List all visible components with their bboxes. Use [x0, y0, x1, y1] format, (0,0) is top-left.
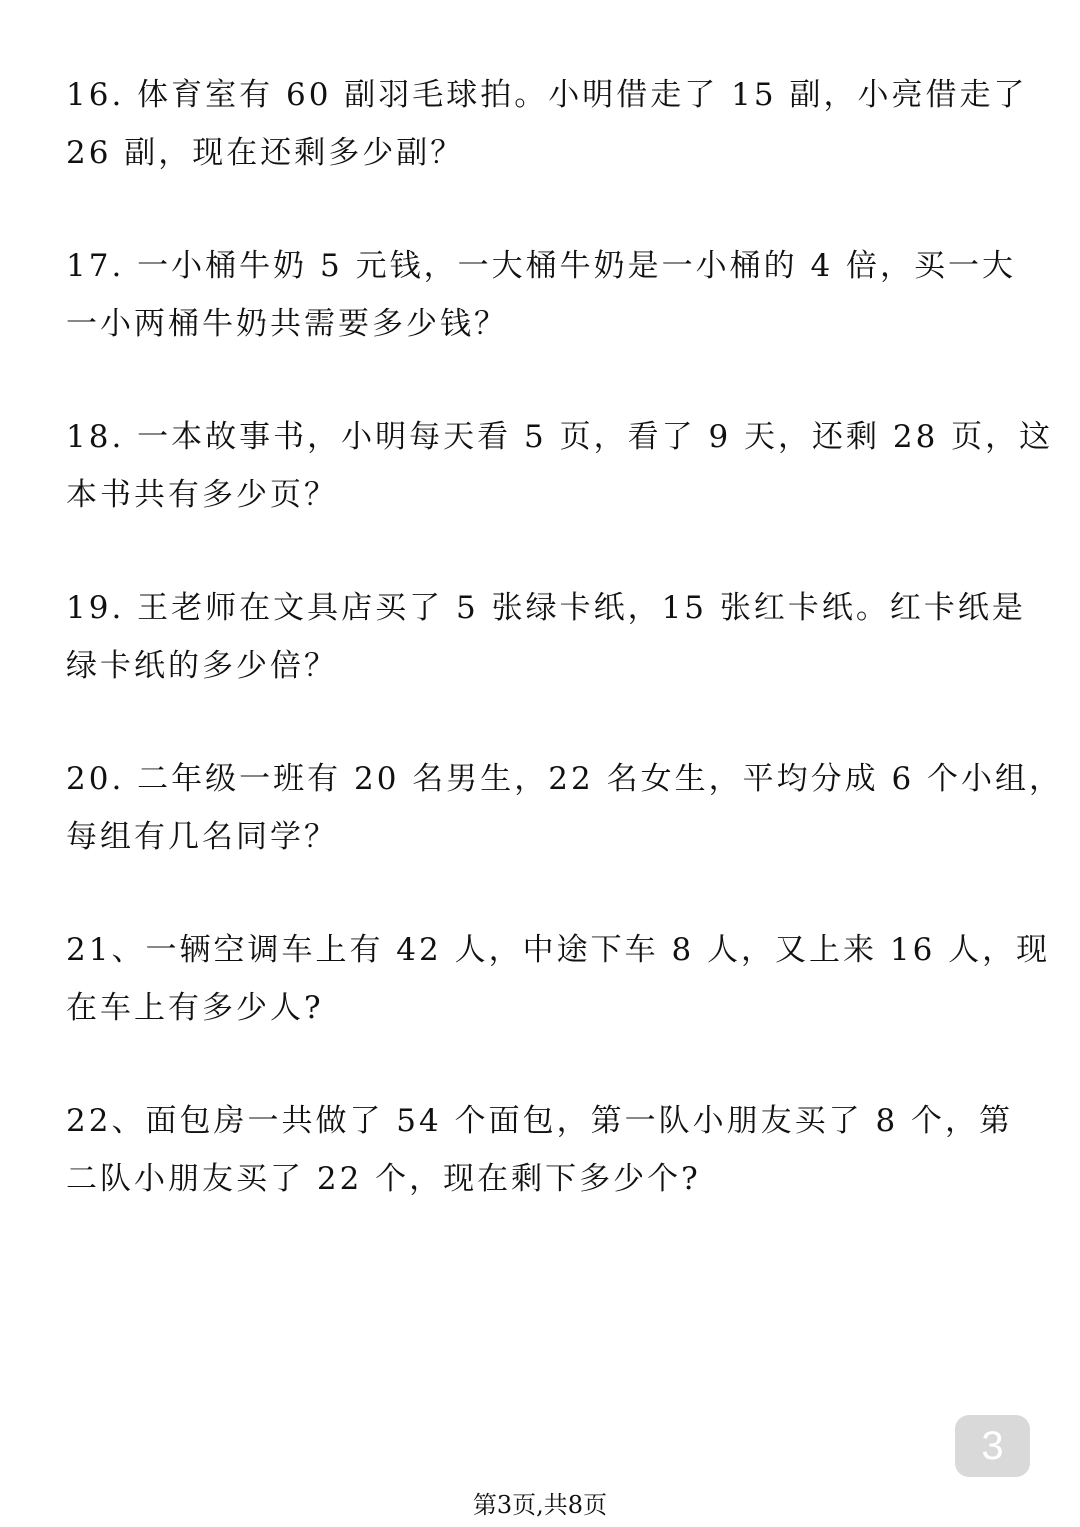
- problem-20: [66, 750, 1064, 866]
- problem-16: [66, 66, 1046, 182]
- problem-line: 一小两桶牛奶共需要多少钱？: [66, 306, 508, 342]
- problem-line: 26 副，现在还剩多少副？: [66, 135, 465, 171]
- problem-line: 20. 二年级一班有 20 名男生，22 名女生，平均分成 6 个小组，: [66, 761, 1064, 797]
- problem-line: 绿卡纸的多少倍？: [66, 648, 338, 684]
- problem-line: 17. 一小桶牛奶 5 元钱，一大桶牛奶是一小桶的 4 倍，买一大: [66, 248, 1017, 284]
- problem-22: [66, 1092, 1046, 1208]
- problem-line: 二队小朋友买了 22 个，现在剩下多少个?: [66, 1161, 701, 1197]
- problem-18: [66, 408, 1054, 524]
- problem-17: [66, 237, 1046, 353]
- page-number-badge: 3: [955, 1415, 1030, 1477]
- problem-line: 在车上有多少人?: [66, 990, 324, 1026]
- page-footer: 第3页,共8页: [472, 1491, 608, 1519]
- problem-line: 每组有几名同学？: [66, 819, 338, 855]
- problem-line: 21、一辆空调车上有 42 人，中途下车 8 人，又上来 16 人，现: [66, 932, 1051, 968]
- problem-21: [66, 921, 1051, 1037]
- problem-line: 16. 体育室有 60 副羽毛球拍。小明借走了 15 副，小亮借走了: [66, 77, 1028, 113]
- problem-line: 本书共有多少页？: [66, 477, 338, 513]
- problem-line: 19. 王老师在文具店买了 5 张绿卡纸，15 张红卡纸。红卡纸是: [66, 590, 1026, 626]
- problem-list: [66, 66, 1064, 1263]
- problem-line: 22、面包房一共做了 54 个面包，第一队小朋友买了 8 个，第: [66, 1103, 1014, 1139]
- problem-19: [66, 579, 1046, 695]
- problem-line: 18. 一本故事书，小明每天看 5 页，看了 9 天，还剩 28 页，这: [66, 419, 1054, 455]
